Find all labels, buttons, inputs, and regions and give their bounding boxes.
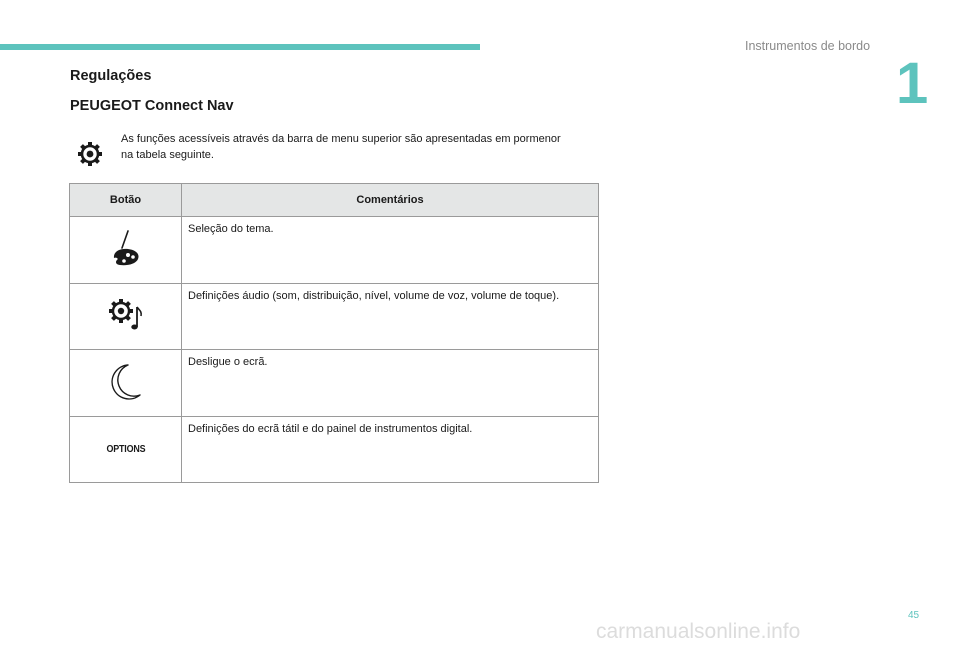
button-cell — [70, 416, 182, 483]
header-button: Botão — [70, 184, 182, 217]
settings-table — [69, 183, 599, 483]
table-row — [70, 217, 599, 284]
intro-text: As funções acessíveis através da barra de menu superior são apresentadas em pormenor na tabela seguinte. — [121, 133, 561, 161]
comment-cell: Desligue o ecrã. — [182, 350, 599, 417]
table-row — [70, 416, 599, 483]
palette-icon — [109, 228, 143, 271]
table-row — [70, 283, 599, 350]
options-label: OPTIONS — [106, 443, 145, 456]
subsection-title: PEUGEOT Connect Nav — [70, 98, 234, 114]
comment-cell: Definições áudio (som, distribuição, nível, volume de voz, volume de toque). — [182, 283, 599, 350]
button-cell — [70, 217, 182, 284]
button-cell — [70, 350, 182, 417]
comment-cell: Definições do ecrã tátil e do painel de instrumentos digital. — [182, 416, 599, 483]
chapter-name: Instrumentos de bordo — [745, 39, 871, 53]
header-comments: Comentários — [182, 184, 599, 217]
header-accent-bar — [0, 44, 480, 50]
button-cell — [70, 283, 182, 350]
page-number: 45 — [908, 610, 920, 621]
section-title: Regulações — [70, 68, 152, 84]
audio-settings-icon — [108, 298, 144, 335]
table-row — [70, 350, 599, 417]
moon-icon — [110, 361, 142, 404]
table-header-row — [70, 184, 599, 217]
settings-gear-icon — [77, 141, 103, 167]
comment-cell: Seleção do tema. — [182, 217, 599, 284]
chapter-number: 1 — [896, 51, 929, 116]
watermark: carmanualsonline.info — [596, 620, 801, 643]
